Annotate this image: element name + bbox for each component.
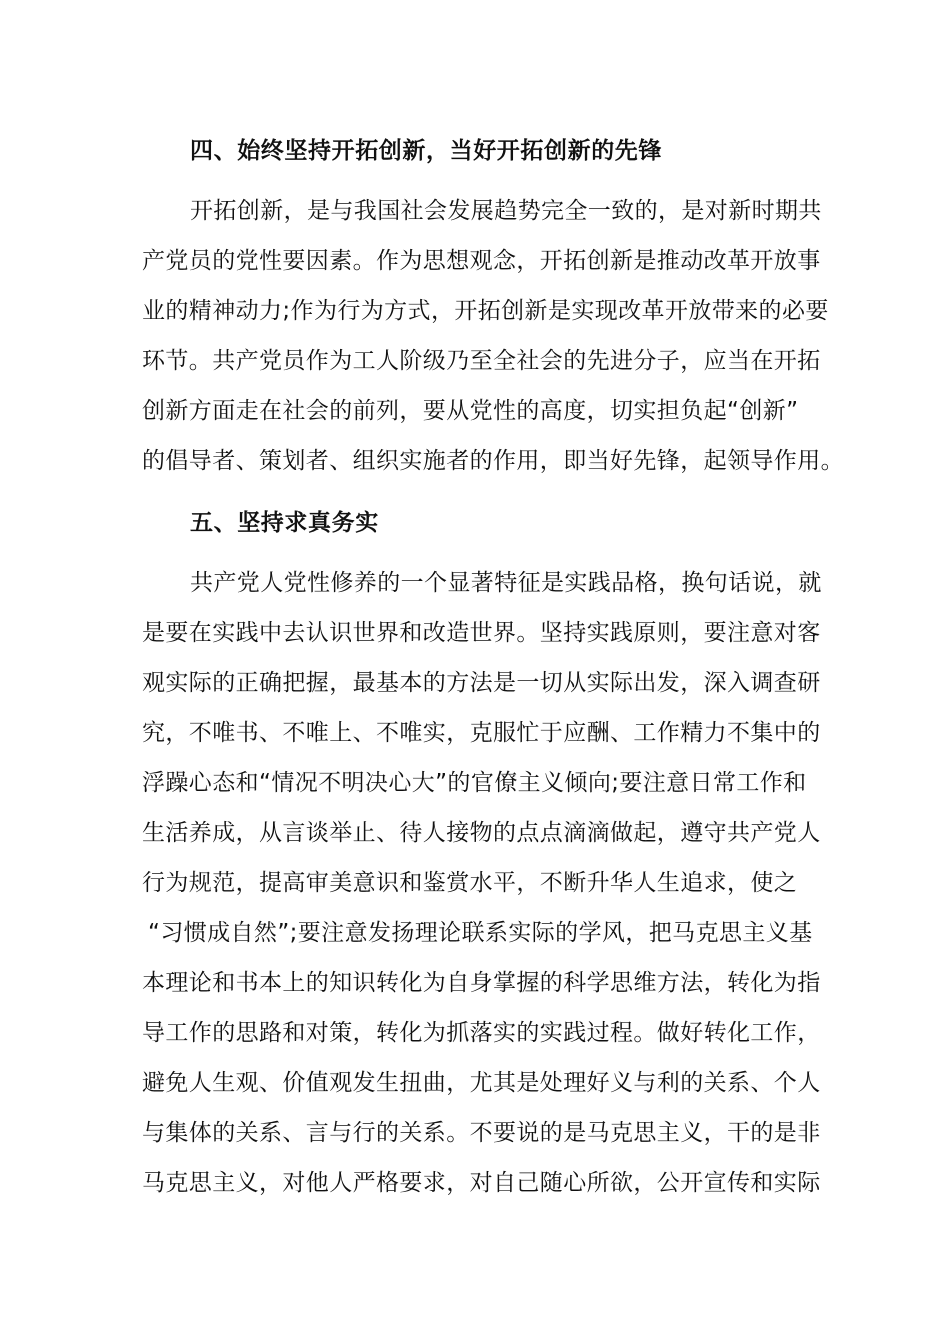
section-5-line-12: 与集体的关系、言与行的关系。不要说的是马克思主义，干的是非 [142,1120,821,1146]
section-5-line-9: 本理论和书本上的知识转化为自身掌握的科学思维方法，转化为指 [142,970,821,996]
section-4-heading: 四、始终坚持开拓创新，当好开拓创新的先锋 [190,138,662,164]
section-5-line-13: 马克思主义，对他人严格要求，对自己随心所欲，公开宣传和实际 [142,1170,821,1196]
section-5-line-5: 浮躁心态和“情况不明决心大”的官僚主义倾向;要注意日常工作和 [142,770,807,796]
section-5-line-8: “习惯成自然”;要注意发扬理论联系实际的学风，把马克思主义基 [148,920,813,946]
section-4-line-1: 开拓创新，是与我国社会发展趋势完全一致的，是对新时期共 [190,198,822,224]
section-5-line-7: 行为规范，提高审美意识和鉴赏水平，不断升华人生追求，使之 [142,870,798,896]
section-4-line-4: 环节。共产党员作为工人阶级乃至全社会的先进分子，应当在开拓 [142,348,821,374]
section-4-line-2: 产党员的党性要因素。作为思想观念，开拓创新是推动改革开放事 [142,248,821,274]
section-5-line-3: 观实际的正确把握，最基本的方法是一切从实际出发，深入调查研 [142,670,821,696]
section-4-line-6: 的倡导者、策划者、组织实施者的作用，即当好先锋，起领导作用。 [142,448,844,474]
section-5-line-10: 导工作的思路和对策，转化为抓落实的实践过程。做好转化工作， [142,1020,821,1046]
section-4-line-5: 创新方面走在社会的前列，要从党性的高度，切实担负起“创新” [142,398,799,424]
section-5-heading: 五、坚持求真务实 [190,510,379,536]
section-5-line-6: 生活养成，从言谈举止、待人接物的点点滴滴做起，遵守共产党人 [142,820,821,846]
section-5-line-1: 共产党人党性修养的一个显著特征是实践品格，换句话说，就 [190,570,822,596]
section-5-line-2: 是要在实践中去认识世界和改造世界。坚持实践原则，要注意对客 [142,620,821,646]
section-4-line-3: 业的精神动力;作为行为方式，开拓创新是实现改革开放带来的必要 [142,298,829,324]
section-5-line-11: 避免人生观、价值观发生扭曲，尤其是处理好义与利的关系、个人 [142,1070,821,1096]
section-5-line-4: 究，不唯书、不唯上、不唯实，克服忙于应酬、工作精力不集中的 [142,720,821,746]
